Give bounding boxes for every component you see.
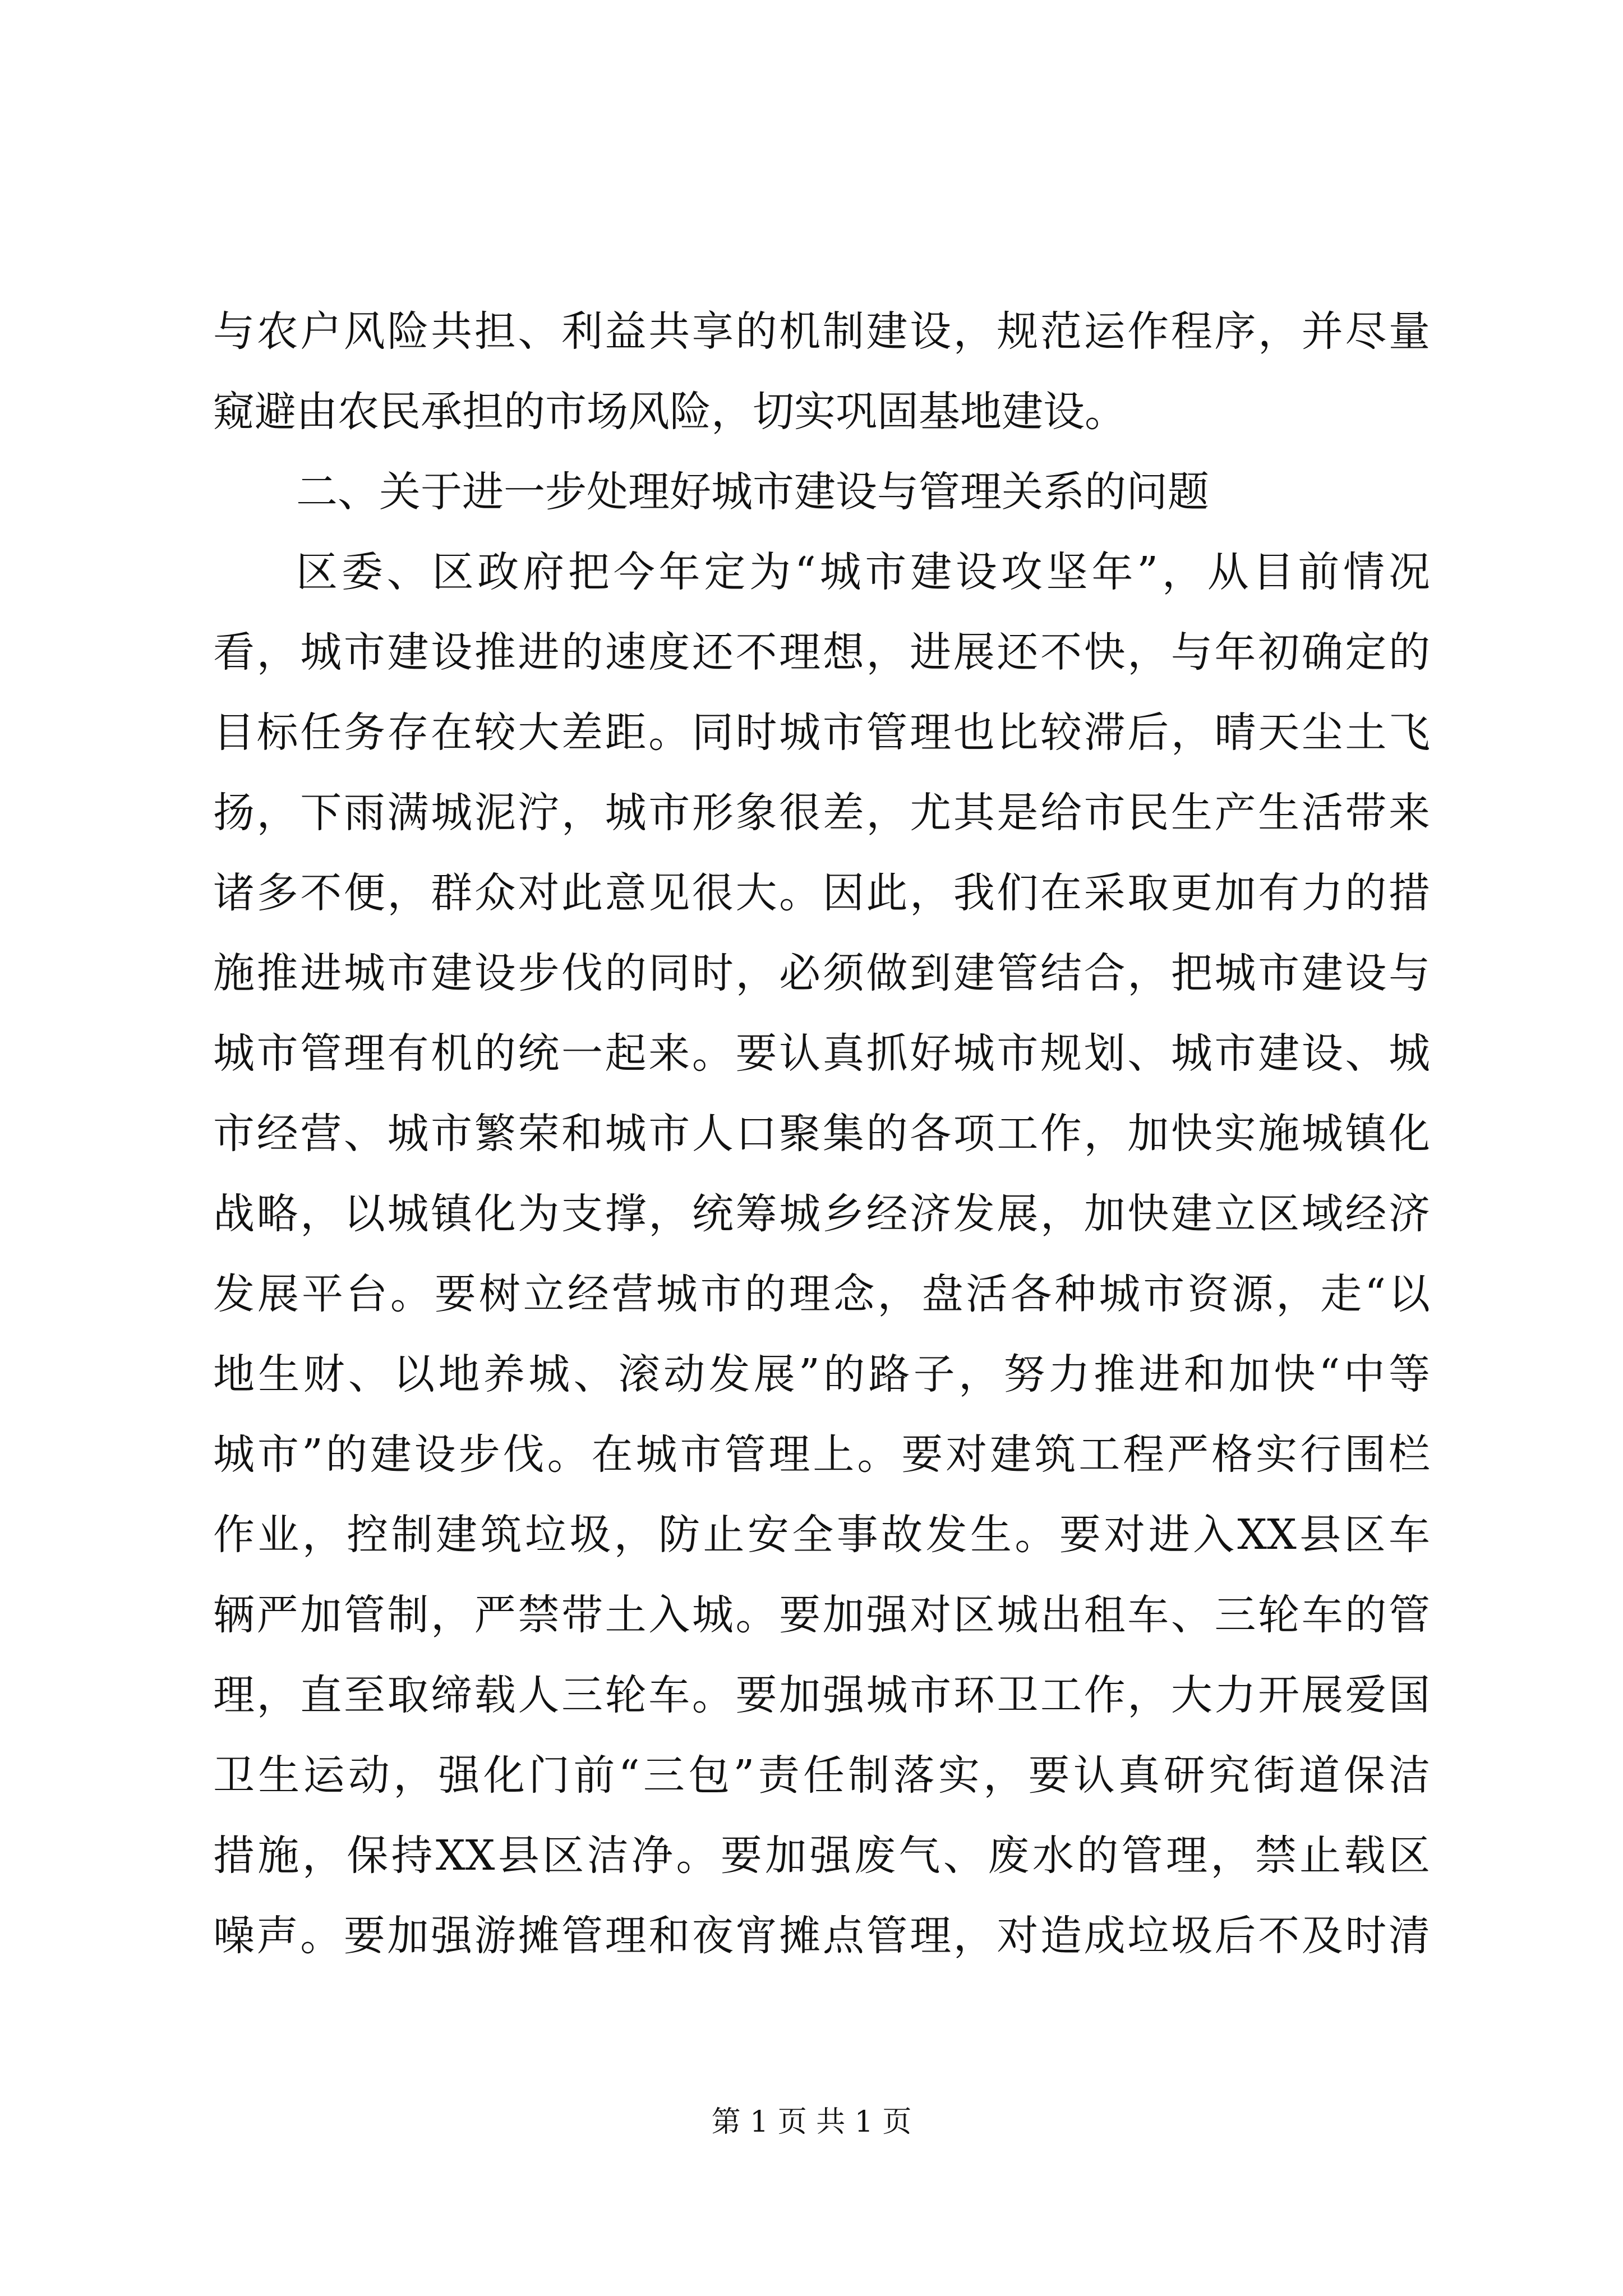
text-line-14: 地生财、以地养城、滚动发展”的路子，努力推进和加快“中等 [213,1350,1430,1398]
text-line-8: 诸多不便，群众对此意见很大。因此，我们在采取更加有力的措 [213,869,1430,917]
text-line-6: 目标任务存在较大差距。同时城市管理也比较滞后，晴天尘土飞 [213,708,1430,757]
text-line-15: 城市”的建设步伐。在城市管理上。要对建筑工程严格实行围栏 [213,1430,1430,1479]
text-line-18: 理，直至取缔载人三轮车。要加强城市环卫工作，大力开展爱国 [213,1671,1430,1719]
page-footer: 第 1 页 共 1 页 [711,2105,912,2139]
text-line-13: 发展平台。要树立经营城市的理念，盘活各种城市资源，走“以 [213,1270,1430,1318]
text-line-12: 战略，以城镇化为支撑，统筹城乡经济发展，加快建立区域经济 [213,1190,1430,1238]
text-line-10: 城市管理有机的统一起来。要认真抓好城市规划、城市建设、城 [213,1029,1430,1078]
text-line-9: 施推进城市建设步伐的同时，必须做到建管结合，把城市建设与 [213,949,1430,997]
text-line-20: 措施，保持XX县区洁净。要加强废气、废水的管理，禁止载区 [213,1832,1430,1880]
text-line-4: 区委、区政府把今年定为“城市建设攻坚年”，从目前情况 [296,548,1430,596]
body-text [213,292,1430,1976]
text-line-21: 噪声。要加强游摊管理和夜宵摊点管理，对造成垃圾后不及时清 [213,1912,1430,1960]
section-heading: 二、关于进一步处理好城市建设与管理关系的问题 [296,468,1209,516]
text-line-16: 作业，控制建筑垃圾，防止安全事故发生。要对进入XX县区车 [213,1511,1430,1559]
text-line-2: 窥避由农民承担的市场风险，切实巩固基地建设。 [213,388,1126,436]
text-line-5: 看，城市建设推进的速度还不理想，进展还不快，与年初确定的 [213,628,1430,677]
text-line-7: 扬，下雨满城泥泞，城市形象很差，尤其是给市民生产生活带来 [213,789,1430,837]
text-line-17: 辆严加管制，严禁带土入城。要加强对区城出租车、三轮车的管 [213,1591,1430,1639]
text-line-11: 市经营、城市繁荣和城市人口聚集的各项工作，加快实施城镇化 [213,1110,1430,1158]
text-line-19: 卫生运动，强化门前“三包”责任制落实，要认真研究街道保洁 [213,1751,1430,1800]
text-line-1: 与农户风险共担、利益共享的机制建设，规范运作程序，并尽量 [213,307,1430,356]
